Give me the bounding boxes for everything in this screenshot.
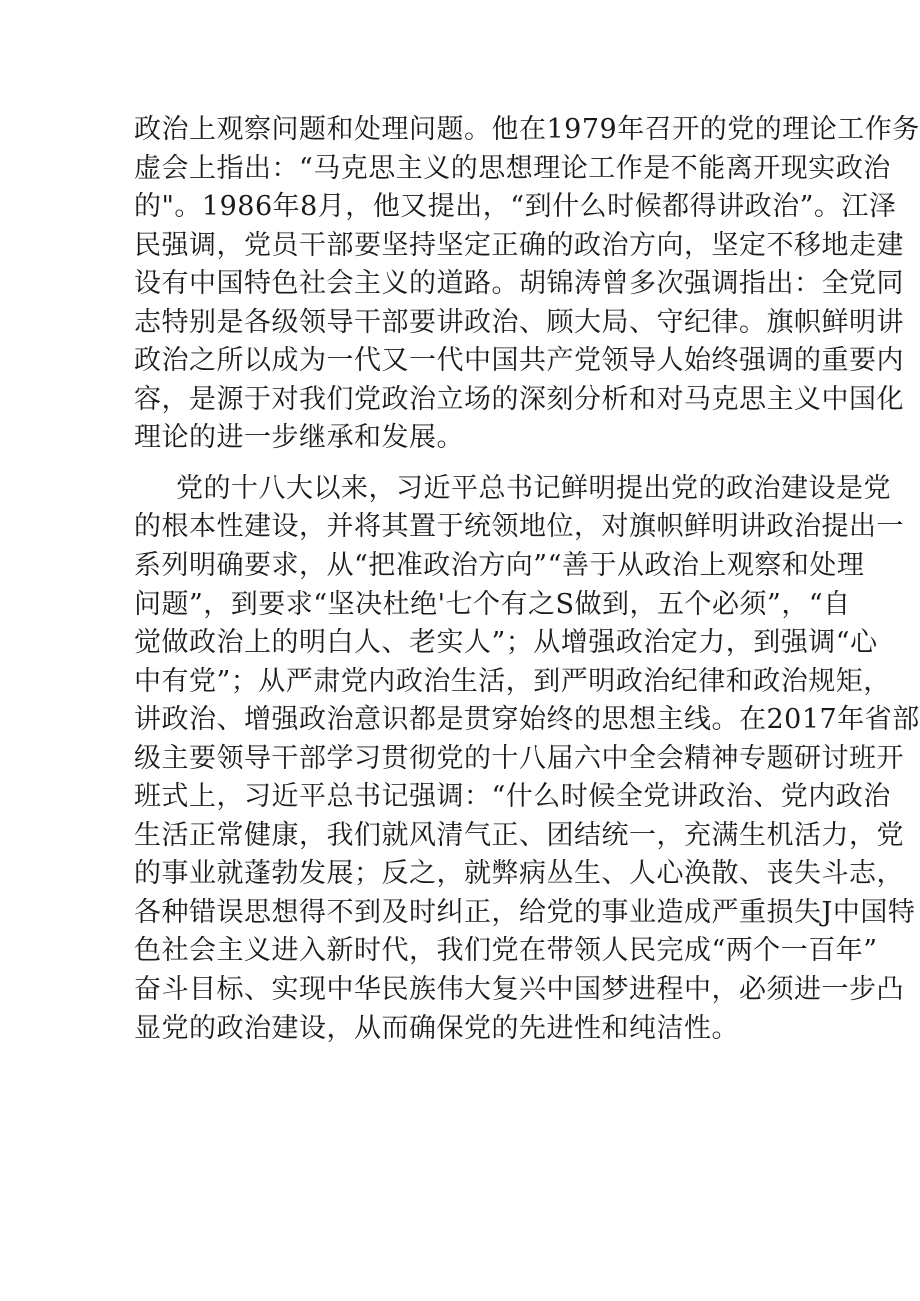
text-line: 理论的进一步继承和发展。 <box>134 422 464 454</box>
text-line: 显党的政治建设，从而确保党的先进性和纯洁性。 <box>134 1012 739 1044</box>
text-line: 问题”，到要求“坚决杜绝'七个有之S做到，五个必须”，“自 <box>134 588 851 620</box>
text-line: 觉做政治上的明白人、老实人”；从增强政治定力，到强调“心 <box>134 627 878 659</box>
text-line: 党的十八大以来，习近平总书记鲜明提出党的政治建设是党 <box>176 472 891 504</box>
text-line: 讲政治、增强政治意识都是贯穿始终的思想主线。在2017年省部 <box>134 704 920 736</box>
text-line: 的事业就蓬勃发展；反之，就弊病丛生、人心涣散、丧失斗志， <box>134 858 904 890</box>
text-line: 民强调，党员干部要坚持坚定正确的政治方向，坚定不移地走建 <box>134 229 904 261</box>
text-line: 容，是源于对我们党政治立场的深刻分析和对马克思主义中国化 <box>134 383 904 415</box>
text-line: 的根本性建设，并将其置于统领地位，对旗帜鲜明讲政治提出一 <box>134 511 904 543</box>
text-line: 奋斗目标、实现中华民族伟大复兴中国梦进程中，必须进一步凸 <box>134 974 904 1006</box>
paragraph-spacer <box>134 458 786 470</box>
text-line: 系列明确要求，从“把准政治方向”“善于从政治上观察和处理 <box>134 550 865 582</box>
paragraph-2 <box>134 470 920 1048</box>
paragraph-1 <box>134 111 920 458</box>
text-line: 设有中国特色社会主义的道路。胡锦涛曾多次强调指出：全党同 <box>134 268 904 300</box>
text-line: 政治上观察问题和处理问题。他在1979年召开的党的理论工作务 <box>134 114 920 145</box>
text-line: 的"。1986年8月，他又提出，“到什么时候都得讲政治”。江泽 <box>134 191 897 223</box>
text-line: 各种错误思想得不到及时纠正，给党的事业造成严重损失J中国特 <box>134 896 916 928</box>
text-line: 级主要领导干部学习贯彻党的十八届六中全会精神专题研讨班开 <box>134 742 904 774</box>
text-line: 虚会上指出：“马克思主义的思想理论工作是不能离开现实政治 <box>134 152 891 184</box>
text-line: 政治之所以成为一代又一代中国共产党领导人始终强调的重要内 <box>134 345 904 377</box>
text-line: 中有党”；从严肃党内政治生活，到严明政治纪律和政治规矩， <box>134 665 891 697</box>
text-line: 色社会主义进入新时代，我们党在带领人民完成“两个一百年” <box>134 935 878 967</box>
text-line: 志特别是各级领导干部要讲政治、顾大局、守纪律。旗帜鲜明讲 <box>134 306 904 338</box>
text-line: 班式上，习近平总书记强调：“什么时候全党讲政治、党内政治 <box>134 781 891 813</box>
text-line: 生活正常健康，我们就风清气正、团结统一，充满生机活力，党 <box>134 819 904 851</box>
body-text <box>134 111 920 1048</box>
